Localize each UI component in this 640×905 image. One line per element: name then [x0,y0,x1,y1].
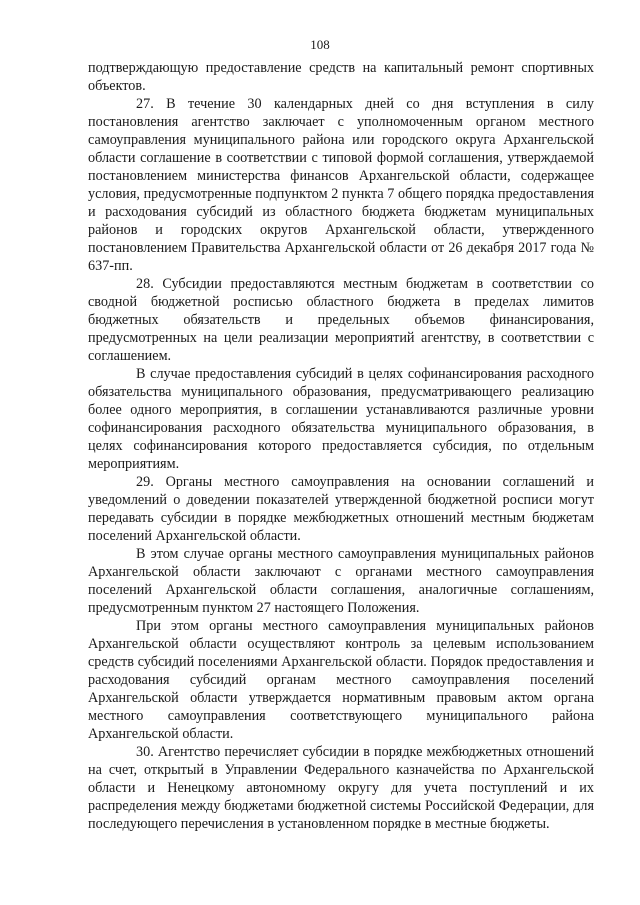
paragraph-cofinancing: В случае предоставления субсидий в целях софинансирования расходного обязательства муниципального образования, предусматривающего реализацию более одного мероприятия, в соглашении устанавливаются различные уровни софинансирования расходного обязательства муниципального образования, в целях софинансирования которого предоставляется субсидия, по отдельным мероприятиям. [88,366,594,472]
paragraph-clause-29: 29. Органы местного самоуправления на основании соглашений и уведомлений о доведении показателей утвержденной бюджетной росписи могут передавать субсидии в порядке межбюджетных отношений местным бюджетам поселений Архангельской области. [88,474,594,544]
paragraph-control: При этом органы местного самоуправления муниципальных районов Архангельской области осуществляют контроль за целевым использованием средств субсидий поселениями Архангельской области. Порядок предоставления и расходования субсидий органам местного самоуправления поселений Архангельской области утверждается нормативным правовым актом органа местного самоуправления соответствующего муниципального района Архангельской области. [88,618,594,742]
paragraph-agreements: В этом случае органы местного самоуправления муниципальных районов Архангельской области заключают с органами местного самоуправления поселений Архангельской области соглашения, аналогичные соглашениям, предусмотренным пунктом 27 настоящего Положения. [88,546,594,616]
paragraph-clause-28: 28. Субсидии предоставляются местным бюджетам в соответствии со сводной бюджетной росписью областного бюджета в пределах лимитов бюджетных обязательств и предельных объемов финансирования, предусмотренных на цели реализации мероприятий агентству, в соответствии с соглашением. [88,276,594,364]
paragraph-continuation: подтверждающую предоставление средств на капитальный ремонт спортивных объектов. [88,60,594,94]
page-number: 108 [310,37,330,52]
paragraph-clause-27: 27. В течение 30 календарных дней со дня вступления в силу постановления агентство заключает с уполномоченным органом местного самоуправления муниципального района или городского округа Архангельской области соглашение в соответствии с типовой формой соглашения, утверждаемой постановлением министерства финансов Архангельской области, содержащее условия, предусмотренные подпунктом 2 пункта 7 общего порядка предоставления и расходования субсидий из областного бюджета бюджетам муниципальных районов и городских округов Архангельской области, утвержденного постановлением Правительства Архангельской области от 26 декабря 2017 года № 637-пп. [88,96,594,274]
paragraph-clause-30: 30. Агентство перечисляет субсидии в порядке межбюджетных отношений на счет, открытый в Управлении Федерального казначейства по Архангельской области и Ненецкому автономному округу для учета поступлений и их распределения между бюджетами бюджетной системы Российской Федерации, для последующего перечисления в установленном порядке в местные бюджеты. [88,744,594,832]
document-body [88,59,594,833]
